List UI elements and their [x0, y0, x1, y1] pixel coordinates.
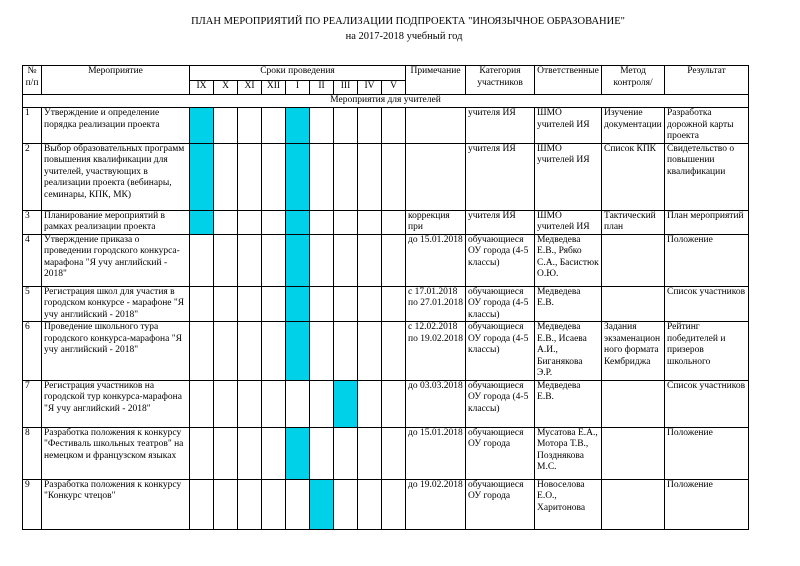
month-cell-active [310, 479, 334, 529]
month-cell [382, 479, 406, 529]
month-cell [358, 108, 382, 144]
month-cell [238, 479, 262, 529]
row-event: Разработка положения к конкурсу "Конкурс чтецов" [42, 479, 190, 529]
row-responsible: Медведева Е.В. [535, 380, 602, 427]
row-result: Положение [665, 479, 749, 529]
table-row [23, 427, 749, 479]
month-cell [190, 380, 214, 427]
row-method [602, 234, 665, 286]
row-number: 2 [23, 143, 42, 210]
header-month: IV [358, 81, 382, 95]
row-note: коррекция при [406, 210, 466, 234]
month-cell [190, 479, 214, 529]
header-month: XI [238, 81, 262, 95]
row-responsible: Медведева Е.В., Исаева А.И., Биганякова Э.Р. [535, 322, 602, 381]
row-category: обучающиеся ОУ города (4-5 классы) [466, 286, 535, 322]
month-cell [214, 479, 238, 529]
table-row [23, 380, 749, 427]
month-cell [382, 234, 406, 286]
row-note [406, 108, 466, 144]
header-event: Мероприятие [42, 66, 190, 95]
row-number: 3 [23, 210, 42, 234]
row-note [406, 143, 466, 210]
row-method: Тактический план [602, 210, 665, 234]
month-cell [238, 143, 262, 210]
row-result: Положение [665, 234, 749, 286]
month-cell [238, 427, 262, 479]
row-note: с 17.01.2018 по 27.01.2018 [406, 286, 466, 322]
month-cell [286, 380, 310, 427]
table-row [23, 322, 749, 381]
month-cell [310, 380, 334, 427]
row-result: Свидетельство о повышении квалификации [665, 143, 749, 210]
row-method: Изучение документации [602, 108, 665, 144]
row-number: 4 [23, 234, 42, 286]
row-event: Утверждение приказа о проведении городского конкурса-марафона "Я учу английский - 2018" [42, 234, 190, 286]
row-event: Планирование мероприятий в рамках реализации проекта [42, 210, 190, 234]
row-number: 5 [23, 286, 42, 322]
month-cell [382, 143, 406, 210]
plan-table [22, 65, 749, 530]
row-category: обучающиеся ОУ города (4-5 классы) [466, 322, 535, 381]
month-cell [190, 234, 214, 286]
month-cell-active [286, 322, 310, 381]
header-month: III [334, 81, 358, 95]
row-category: обучающиеся ОУ города [466, 479, 535, 529]
row-note: до 19.02.2018 [406, 479, 466, 529]
month-cell-active [334, 380, 358, 427]
row-note: с 12.02.2018 по 19.02.2018 [406, 322, 466, 381]
month-cell [262, 108, 286, 144]
header-result: Результат [665, 66, 749, 95]
header-responsible: Ответственные [535, 66, 602, 95]
month-cell [382, 210, 406, 234]
month-cell [262, 427, 286, 479]
row-method [602, 380, 665, 427]
row-event: Проведение школьного тура городского конкурса-марафона "Я учу английский - 2018" [42, 322, 190, 381]
month-cell [358, 143, 382, 210]
row-note: до 03.03.2018 [406, 380, 466, 427]
month-cell-active [286, 143, 310, 210]
month-cell [214, 286, 238, 322]
month-cell [214, 322, 238, 381]
month-cell [334, 143, 358, 210]
row-result: Список участников [665, 286, 749, 322]
row-category: учителя ИЯ [466, 210, 535, 234]
month-cell-active [286, 427, 310, 479]
document-subtitle: на 2017-2018 учебный год [345, 31, 463, 42]
table-row [23, 108, 749, 144]
month-cell [238, 322, 262, 381]
month-cell [358, 322, 382, 381]
table-row [23, 286, 749, 322]
row-responsible: Мусатова Е.А., Мотора Т.В., Позднякова М.С. [535, 427, 602, 479]
month-cell [190, 286, 214, 322]
month-cell [214, 143, 238, 210]
month-cell [310, 108, 334, 144]
row-event: Выбор образовательных программ повышения квалификации для учителей, участвующих в реализации проекта (вебинары, семинары, КПК, МК) [42, 143, 190, 210]
month-cell [334, 234, 358, 286]
table-row [23, 143, 749, 210]
month-cell [190, 322, 214, 381]
row-result: Положение [665, 427, 749, 479]
month-cell [214, 380, 238, 427]
month-cell-active [190, 143, 214, 210]
month-cell [334, 479, 358, 529]
month-cell [382, 108, 406, 144]
month-cell [214, 427, 238, 479]
month-cell [310, 286, 334, 322]
header-month: XII [262, 81, 286, 95]
row-note: до 15.01.2018 [406, 427, 466, 479]
month-cell [262, 286, 286, 322]
month-cell-active [190, 108, 214, 144]
row-number: 1 [23, 108, 42, 144]
header-note: Примечание [406, 66, 466, 95]
row-result: План мероприятий [665, 210, 749, 234]
month-cell [334, 210, 358, 234]
month-cell [334, 286, 358, 322]
row-number: 8 [23, 427, 42, 479]
month-cell [358, 427, 382, 479]
month-cell [262, 210, 286, 234]
month-cell [382, 380, 406, 427]
table-row [23, 479, 749, 529]
header-category: Категория участников [466, 66, 535, 95]
table-row [23, 234, 749, 286]
row-event: Утверждение и определение порядка реализации проекта [42, 108, 190, 144]
row-method: Задания экзаменацион ного формата Кембриджа [602, 322, 665, 381]
month-cell [382, 322, 406, 381]
row-result: Рейтинг победителей и призеров школьного [665, 322, 749, 381]
month-cell [262, 322, 286, 381]
row-method [602, 427, 665, 479]
row-event: Регистрация школ для участия в городском конкурсе - марафоне "Я учу английский - 2018" [42, 286, 190, 322]
month-cell [190, 427, 214, 479]
month-cell [214, 234, 238, 286]
row-responsible: ШМО учителей ИЯ [535, 210, 602, 234]
row-event: Разработка положения к конкурсу "Фестиваль школьных театров" на немецком и французском языках [42, 427, 190, 479]
row-result: Разработка дорожной карты проекта [665, 108, 749, 144]
month-cell [382, 286, 406, 322]
month-cell [382, 427, 406, 479]
month-cell [238, 286, 262, 322]
section-heading: Мероприятия для учителей [23, 95, 749, 108]
header-month: IX [190, 81, 214, 95]
month-cell-active [286, 234, 310, 286]
month-cell [238, 108, 262, 144]
month-cell [334, 322, 358, 381]
header-terms: Сроки проведения [190, 66, 406, 81]
month-cell [310, 427, 334, 479]
month-cell [334, 427, 358, 479]
row-method: Список КПК [602, 143, 665, 210]
row-responsible: ШМО учителей ИЯ [535, 143, 602, 210]
row-method [602, 286, 665, 322]
row-responsible: Медведева Е.В., Рябко С.А., Басистюк О.Ю. [535, 234, 602, 286]
header-method: Метод контроля/ [602, 66, 665, 95]
row-method [602, 479, 665, 529]
header-month: X [214, 81, 238, 95]
row-number: 7 [23, 380, 42, 427]
row-number: 6 [23, 322, 42, 381]
header-month: V [382, 81, 406, 95]
month-cell [358, 380, 382, 427]
row-number: 9 [23, 479, 42, 529]
month-cell [214, 210, 238, 234]
month-cell-active [286, 108, 310, 144]
row-responsible: Медведева Е.В. [535, 286, 602, 322]
row-responsible: ШМО учителей ИЯ [535, 108, 602, 144]
month-cell [358, 479, 382, 529]
row-category: обучающиеся ОУ города [466, 427, 535, 479]
document-title: ПЛАН МЕРОПРИЯТИЙ ПО РЕАЛИЗАЦИИ ПОДПРОЕКТА "ИНОЯЗЫЧНОЕ ОБРАЗОВАНИЕ" [191, 16, 625, 27]
month-cell [310, 322, 334, 381]
month-cell-active [190, 210, 214, 234]
month-cell [262, 234, 286, 286]
row-category: обучающиеся ОУ города (4-5 классы) [466, 380, 535, 427]
month-cell [358, 210, 382, 234]
header-month: II [310, 81, 334, 95]
month-cell-active [286, 286, 310, 322]
header-num: № п/п [23, 66, 42, 95]
row-event: Регистрация участников на городской тур конкурса-марафона "Я учу английский - 2018" [42, 380, 190, 427]
row-category: учителя ИЯ [466, 108, 535, 144]
row-responsible: Новоселова Е.О., Харитонова [535, 479, 602, 529]
month-cell [334, 108, 358, 144]
month-cell [238, 210, 262, 234]
header-month: I [286, 81, 310, 95]
month-cell [238, 380, 262, 427]
month-cell [262, 380, 286, 427]
month-cell [238, 234, 262, 286]
row-result: Список участников [665, 380, 749, 427]
month-cell [310, 143, 334, 210]
month-cell [262, 479, 286, 529]
month-cell [262, 143, 286, 210]
month-cell [310, 210, 334, 234]
month-cell [310, 234, 334, 286]
month-cell-active [286, 210, 310, 234]
table-row [23, 210, 749, 234]
month-cell [214, 108, 238, 144]
month-cell [286, 479, 310, 529]
row-note: до 15.01.2018 [406, 234, 466, 286]
row-category: учителя ИЯ [466, 143, 535, 210]
month-cell [358, 234, 382, 286]
row-category: обучающиеся ОУ города (4-5 классы) [466, 234, 535, 286]
month-cell [358, 286, 382, 322]
